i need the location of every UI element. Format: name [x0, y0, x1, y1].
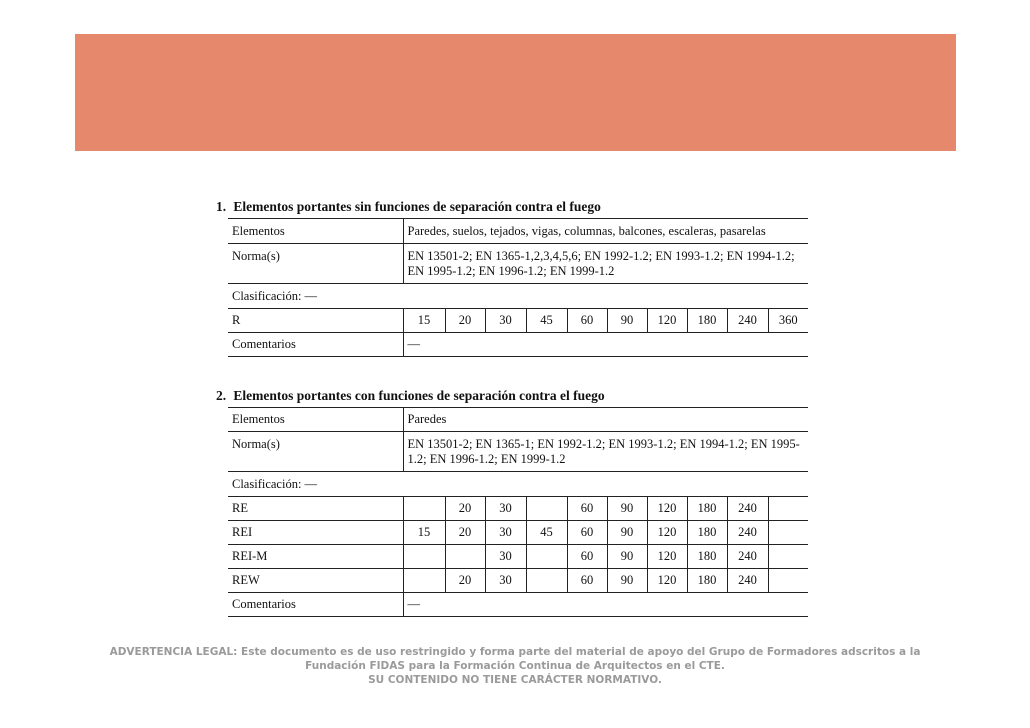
- value-cell: 60: [567, 497, 607, 521]
- value-cell: [526, 497, 567, 521]
- value-cell: 180: [687, 569, 727, 593]
- table-row: [228, 521, 808, 545]
- value-cell: [526, 545, 567, 569]
- value-cell: 45: [526, 309, 567, 333]
- row-label: REI-M: [228, 545, 403, 569]
- value-cell: [403, 569, 445, 593]
- section-2: [214, 388, 804, 617]
- value-cell: 15: [417, 313, 431, 327]
- value-cell: 90: [607, 309, 647, 333]
- value-cell: 15: [417, 525, 431, 539]
- comentarios-value: —: [407, 597, 420, 611]
- value-cell: 180: [687, 545, 727, 569]
- value-cell: 60: [567, 521, 607, 545]
- value-cell: 240: [727, 521, 768, 545]
- value-cell: [445, 545, 485, 569]
- value-cell: 90: [607, 545, 647, 569]
- elementos-row: [228, 408, 808, 432]
- disclaimer-line-2: Fundación FIDAS para la Formación Continua de Arquitectos en el CTE.: [305, 660, 725, 672]
- table-row: [228, 309, 808, 333]
- value-cell: 30: [485, 521, 526, 545]
- value-cell: 45: [526, 521, 567, 545]
- comentarios-label: Comentarios: [228, 593, 403, 617]
- value-cell: 180: [687, 309, 727, 333]
- value-cell: 240: [727, 309, 768, 333]
- section-title: [214, 199, 804, 215]
- norma-label: Norma(s): [228, 432, 403, 472]
- value-cell: 120: [647, 521, 687, 545]
- comentarios-label: Comentarios: [228, 333, 403, 357]
- value-cell: 20: [445, 309, 485, 333]
- legal-disclaimer: [80, 645, 950, 687]
- elementos-label: Elementos: [228, 408, 403, 432]
- clasificacion-label: Clasificación: —: [232, 288, 318, 303]
- clasificacion-label: Clasificación: —: [232, 476, 318, 491]
- value-cell: [403, 545, 445, 569]
- elementos-value: Paredes: [407, 412, 447, 426]
- row-label: R: [228, 309, 403, 333]
- elementos-value: Paredes, suelos, tejados, vigas, columnas, balcones, escaleras, pasarelas: [407, 223, 766, 238]
- table-row: [228, 545, 808, 569]
- value-cell: 30: [485, 569, 526, 593]
- row-label: REW: [228, 569, 403, 593]
- header-banner: [75, 34, 956, 151]
- value-cell: 20: [445, 569, 485, 593]
- section-title: [214, 388, 804, 404]
- value-cell: 120: [647, 309, 687, 333]
- value-cell: 120: [647, 545, 687, 569]
- elementos-row: [228, 219, 808, 244]
- value-cell: 240: [727, 497, 768, 521]
- section-number: 2.: [216, 388, 227, 403]
- value-cell: 240: [727, 545, 768, 569]
- value-cell: 30: [485, 309, 526, 333]
- norma-value: EN 13501-2; EN 1365-1; EN 1992-1.2; EN 1993-1.2; EN 1994-1.2; EN 1995-1.2; EN 1996-1.2; EN 1999-1.2: [407, 436, 800, 466]
- norma-row: [228, 432, 808, 472]
- value-cell: 90: [607, 569, 647, 593]
- value-cell: [768, 545, 808, 569]
- value-cell: [526, 569, 567, 593]
- value-cell: 60: [567, 309, 607, 333]
- elementos-label: Elementos: [228, 219, 403, 244]
- value-cell: 240: [727, 569, 768, 593]
- value-cell: [768, 569, 808, 593]
- row-label: REI: [228, 521, 403, 545]
- value-cell: 20: [445, 521, 485, 545]
- section-title-text: Elementos portantes con funciones de separación contra el fuego: [233, 388, 605, 403]
- value-cell: [768, 497, 808, 521]
- value-cell: 30: [485, 497, 526, 521]
- value-cell: 20: [445, 497, 485, 521]
- comentarios-value: —: [407, 337, 420, 351]
- norma-row: [228, 244, 808, 284]
- value-cell: [768, 521, 808, 545]
- classification-table: [228, 407, 808, 617]
- norma-value: EN 13501-2; EN 1365-1,2,3,4,5,6; EN 1992-1.2; EN 1993-1.2; EN 1994-1.2; EN 1995-1.2; EN 1996-1.2; EN 1999-1.2: [407, 248, 795, 278]
- classification-table: [228, 218, 808, 357]
- value-cell: 180: [687, 521, 727, 545]
- disclaimer-line-3: SU CONTENIDO NO TIENE CARÁCTER NORMATIVO.: [368, 674, 662, 686]
- section-title-text: Elementos portantes sin funciones de separación contra el fuego: [233, 199, 601, 214]
- table-row: [228, 569, 808, 593]
- value-cell: 120: [647, 569, 687, 593]
- table-row: [228, 497, 808, 521]
- value-cell: 360: [768, 309, 808, 333]
- section-number: 1.: [216, 199, 227, 214]
- value-cell: 30: [485, 545, 526, 569]
- disclaimer-line-1: ADVERTENCIA LEGAL: Este documento es de uso restringido y forma parte del material de apoyo del Grupo de Formadores adscritos a la: [109, 646, 921, 658]
- value-cell: 60: [567, 545, 607, 569]
- comentarios-row: [228, 333, 808, 357]
- value-cell: 60: [567, 569, 607, 593]
- value-cell: 90: [607, 521, 647, 545]
- comentarios-row: [228, 593, 808, 617]
- norma-label: Norma(s): [228, 244, 403, 284]
- value-cell: 180: [687, 497, 727, 521]
- clasificacion-row: [228, 472, 808, 497]
- section-1: [214, 199, 804, 357]
- value-cell: 90: [607, 497, 647, 521]
- row-label: RE: [228, 497, 403, 521]
- value-cell: 120: [647, 497, 687, 521]
- clasificacion-row: [228, 284, 808, 309]
- value-cell: [403, 497, 445, 521]
